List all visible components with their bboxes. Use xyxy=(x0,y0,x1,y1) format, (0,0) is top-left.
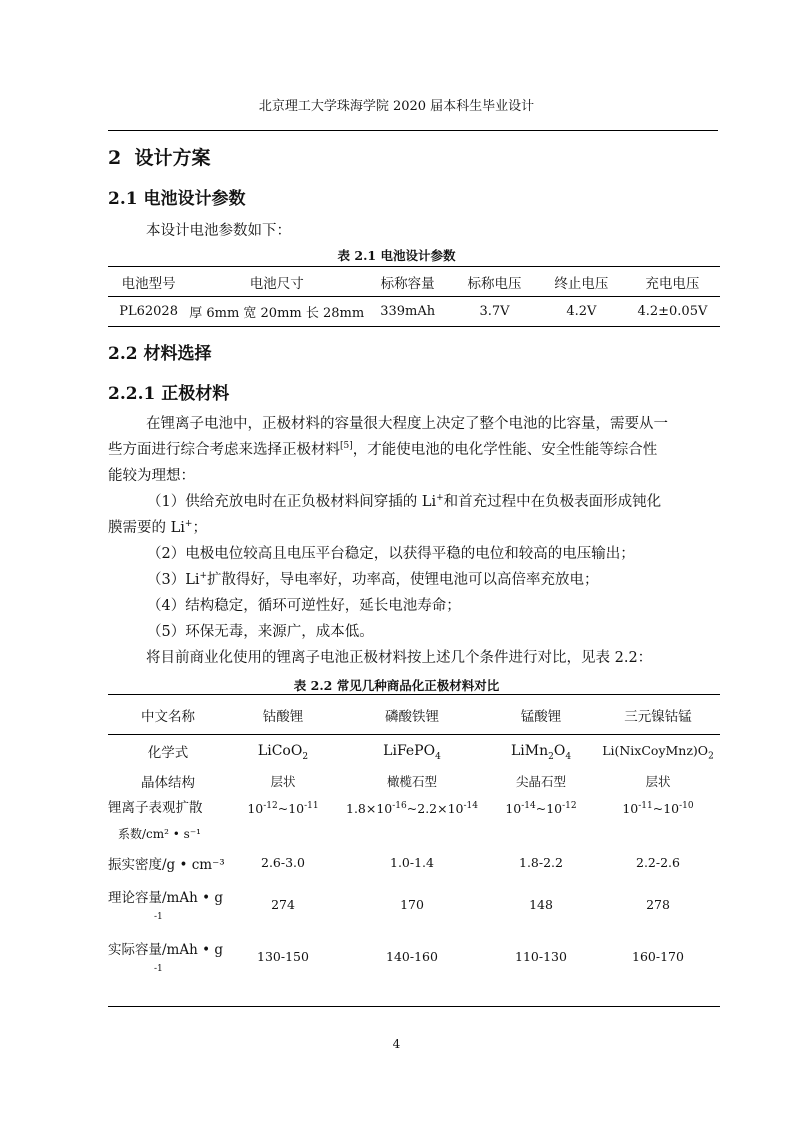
section-heading-2-2: 2.2 材料选择 xyxy=(108,344,212,364)
paragraph-line: 能较为理想： xyxy=(108,468,195,484)
battery-parameters-table xyxy=(108,266,720,327)
summary-paragraph: 将目前商业化使用的锂离子电池正极材料按上述几个条件进行对比，见表 2.2： xyxy=(146,650,653,666)
body-paragraph xyxy=(108,411,720,489)
diffusion-cell: $1.8\times 10^{-16}\sim 2.2\times 10^{-14}$ xyxy=(346,800,478,816)
table-header-cell: 电池尺寸 xyxy=(189,267,364,297)
table-row xyxy=(108,297,720,327)
table-cell: 160-170 xyxy=(632,949,684,964)
table-row xyxy=(108,767,720,795)
formula-cell: LiFePO$_4$ xyxy=(383,742,441,762)
diffusion-cell: $10^{-12}\sim 10^{-11}$ xyxy=(247,800,319,816)
table-cell: 2.2-2.6 xyxy=(636,855,680,870)
diffusion-cell: $10^{-11}\sim 10^{-10}$ xyxy=(622,800,694,816)
table-bottom-rule xyxy=(108,1006,720,1007)
table-row xyxy=(108,879,720,931)
section-heading-2-1: 2.1 电池设计参数 xyxy=(108,189,246,209)
table-cell: 148 xyxy=(529,897,553,912)
page-number: 4 xyxy=(392,1037,401,1051)
superscript-plus: + xyxy=(436,493,444,504)
paragraph-text: 些方面进行综合考虑来选择正极材料 xyxy=(108,442,340,458)
diffusion-cell: $10^{-14}\sim 10^{-12}$ xyxy=(505,800,577,816)
table-header-cell: 中文名称 xyxy=(108,695,228,735)
list-item-text: ； xyxy=(192,520,207,536)
table-row xyxy=(108,931,720,983)
table-header-cell: 磷酸铁锂 xyxy=(338,695,486,735)
table-cell: 140-160 xyxy=(386,949,438,964)
table-cell: 橄榄石型 xyxy=(386,773,437,789)
table-cell: 170 xyxy=(400,897,424,912)
table-row xyxy=(108,735,720,767)
table-row xyxy=(108,795,720,847)
paragraph-line: 在锂离子电池中，正极材料的容量很大程度上决定了整个电池的比容量，需要从一 xyxy=(146,416,668,432)
row-label xyxy=(108,931,228,983)
row-label: 化学式 xyxy=(147,744,189,761)
page-header: 北京理工大学珠海学院 2020 届本科生毕业设计 xyxy=(258,99,535,114)
table-header-cell: 三元镍钴锰 xyxy=(596,695,720,735)
header-rule xyxy=(108,130,718,131)
table-cell: 274 xyxy=(271,897,295,912)
table-header-row xyxy=(108,267,720,297)
formula-cell: $LiMn_2O_4$ xyxy=(510,742,572,762)
list-item: （2）电极电位较高且电压平台稳定，以获得平稳的电位和较高的电压输出； xyxy=(147,546,635,562)
row-label-line: 锂离子表观扩散 xyxy=(108,799,203,816)
table-header-row xyxy=(108,695,720,735)
list-item-text: 扩散得好，导电率好，功率高，使锂电池可以高倍率充放电； xyxy=(207,572,599,588)
list-item xyxy=(147,489,661,515)
table-cell: 1.0-1.4 xyxy=(390,855,434,870)
table-cell: 尖晶石型 xyxy=(515,773,566,789)
table-cell: 层状 xyxy=(645,773,671,789)
paragraph-text: ，才能使电池的电化学性能、安全性能等综合性 xyxy=(352,442,658,458)
row-label-line: -1 xyxy=(154,911,163,922)
superscript-plus: + xyxy=(199,571,208,582)
chapter-number: 2 xyxy=(108,147,122,169)
row-label-line: 实际容量/mAh • g xyxy=(108,941,223,958)
table-cell: 2.6-3.0 xyxy=(261,855,305,870)
list-item-text: （1）供给充放电时在正负极材料间穿插的 Li xyxy=(147,494,437,510)
row-label-line: 理论容量/mAh • g xyxy=(108,889,223,906)
list-item-continuation xyxy=(108,515,720,541)
table-cell: 339mAh xyxy=(380,304,436,319)
table-cell: 4.2±0.05V xyxy=(637,304,708,319)
table-cell: 278 xyxy=(646,897,670,912)
list-item: （5）环保无毒，来源广，成本低。 xyxy=(147,624,374,640)
table-cell: 3.7V xyxy=(479,304,510,319)
table-header-cell: 电池型号 xyxy=(108,267,189,297)
table-header-cell: 充电电压 xyxy=(625,267,720,297)
list-item-text: 膜需要的 Li xyxy=(108,520,185,536)
row-label: 晶体结构 xyxy=(141,774,195,791)
table-cell: 130-150 xyxy=(257,949,309,964)
row-label-line: 系数/cm² • s⁻¹ xyxy=(118,826,201,841)
table-row xyxy=(108,847,720,879)
cathode-materials-table xyxy=(108,694,720,983)
chapter-heading xyxy=(108,143,210,170)
section-heading-2-2-1: 2.2.1 正极材料 xyxy=(108,384,230,404)
table-cell: 厚 6mm 宽 20mm 长 28mm xyxy=(189,306,365,321)
table-header-cell: 锰酸锂 xyxy=(486,695,596,735)
paragraph-line xyxy=(108,437,720,463)
formula-cell: $Li(NixCoyMnz)O_2$ xyxy=(602,743,714,762)
table-2-1-caption: 表 2.1 电池设计参数 xyxy=(337,248,456,263)
section-2-1-intro: 本设计电池参数如下： xyxy=(146,223,291,239)
chapter-title: 设计方案 xyxy=(134,147,211,169)
list-item-text: 和首充过程中在负极表面形成钝化 xyxy=(443,494,662,510)
superscript-plus: + xyxy=(184,519,193,530)
table-cell: 4.2V xyxy=(566,304,597,319)
list-item: （4）结构稳定，循环可逆性好，延长电池寿命； xyxy=(147,598,461,614)
table-header-cell: 钴酸锂 xyxy=(228,695,338,735)
table-cell: 1.8-2.2 xyxy=(519,855,563,870)
list-item xyxy=(147,567,599,593)
row-label xyxy=(108,795,228,847)
table-header-cell: 终止电压 xyxy=(538,267,625,297)
table-2-2-caption: 表 2.2 常见几种商品化正极材料对比 xyxy=(293,678,500,693)
table-cell: 层状 xyxy=(270,773,296,789)
table-header-cell: 标称电压 xyxy=(451,267,538,297)
table-header-cell: 标称容量 xyxy=(364,267,451,297)
formula-cell: LiCoO$_2$ xyxy=(257,742,309,762)
table-cell: PL62028 xyxy=(119,304,178,319)
row-label-line: -1 xyxy=(154,963,163,974)
row-label xyxy=(108,879,228,931)
citation-ref: [5] xyxy=(340,441,353,452)
row-label: 振实密度/g • cm⁻³ xyxy=(108,856,225,873)
list-item-text: （3）Li xyxy=(147,572,200,588)
table-cell: 110-130 xyxy=(515,949,567,964)
